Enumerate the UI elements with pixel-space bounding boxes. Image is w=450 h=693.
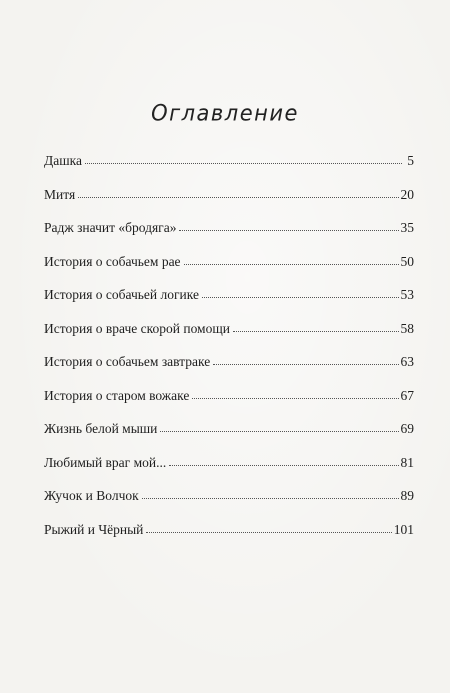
toc-entry-title: Рыжий и Чёрный	[44, 521, 144, 537]
toc-entry	[44, 488, 414, 522]
toc-entry	[44, 354, 414, 388]
dot-leader	[213, 363, 398, 365]
toc-entry	[44, 522, 414, 556]
dot-leader	[142, 497, 399, 499]
toc-entry-page: 53	[400, 287, 414, 302]
toc-list	[44, 153, 414, 555]
toc-entry-page: 63	[400, 354, 414, 369]
toc-entry-title: История о старом вожаке	[44, 387, 190, 403]
dot-leader	[192, 397, 398, 399]
toc-entry-title: Жучок и Волчок	[44, 488, 139, 503]
dot-leader	[146, 531, 391, 533]
toc-entry	[44, 388, 414, 422]
toc-entry-title: Дашка	[44, 153, 82, 168]
toc-entry-title: Митя	[44, 186, 76, 202]
dot-leader	[202, 296, 399, 298]
toc-entry-title: Жизнь белой мыши	[44, 421, 158, 436]
toc-entry-page: 67	[400, 387, 414, 403]
dot-leader	[85, 162, 402, 164]
toc-entry	[44, 220, 414, 254]
toc-entry	[44, 321, 414, 355]
toc-heading: Оглавление	[151, 100, 299, 126]
toc-entry	[44, 455, 414, 489]
dot-leader	[160, 430, 398, 432]
toc-entry-page: 101	[393, 521, 414, 537]
toc-entry	[44, 254, 414, 288]
toc-entry-page: 89	[400, 488, 414, 503]
dot-leader	[233, 330, 399, 332]
toc-entry-page: 81	[400, 454, 414, 470]
toc-entry-title: История о собачьем рае	[44, 253, 181, 269]
dot-leader	[78, 196, 398, 198]
toc-entry	[44, 287, 414, 321]
toc-entry-title: История о собачьем завтраке	[44, 354, 211, 369]
toc-entry-page: 58	[400, 320, 414, 336]
toc-entry	[44, 187, 414, 221]
toc-entry-page: 20	[400, 186, 414, 202]
toc-entry	[44, 153, 414, 187]
toc-entry-page: 69	[400, 421, 414, 436]
toc-entry-title: Радж значит «бродяга»	[44, 220, 177, 235]
toc-entry-page: 50	[400, 253, 414, 269]
toc-entry	[44, 421, 414, 455]
toc-entry-title: Любимый враг мой...	[44, 454, 167, 470]
dot-leader	[184, 263, 399, 265]
dot-leader	[169, 464, 398, 466]
toc-entry-page: 35	[400, 220, 414, 235]
dot-leader	[179, 229, 398, 231]
toc-entry-title: История о враче скорой помощи	[44, 320, 230, 336]
toc-entry-page: 5	[407, 153, 414, 168]
toc-entry-title: История о собачьей логике	[44, 287, 199, 302]
